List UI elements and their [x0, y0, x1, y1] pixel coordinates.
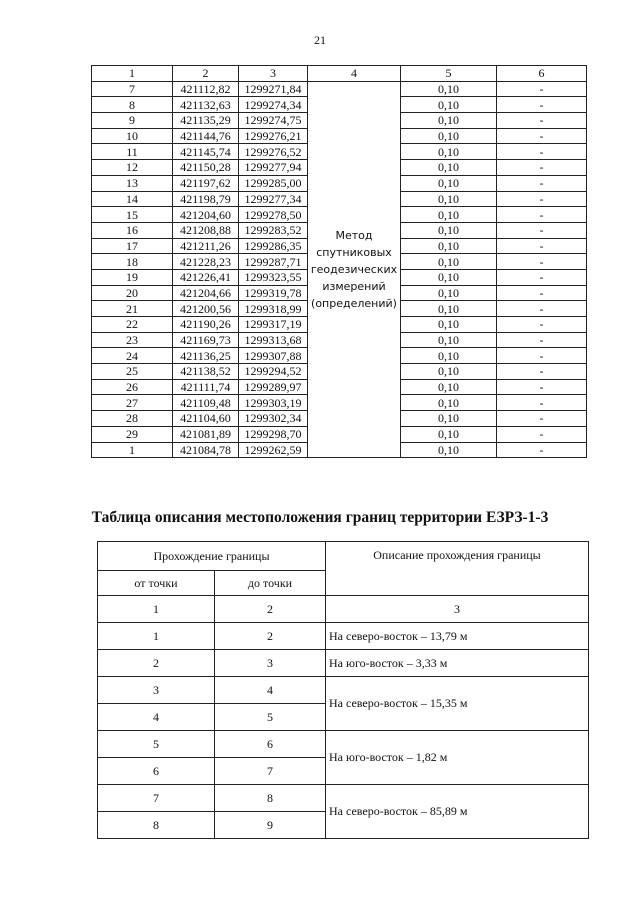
point-number-cell: 12 — [92, 160, 173, 176]
description-cell: На северо-восток – 15,35 м — [326, 677, 589, 731]
dash-cell: - — [497, 269, 587, 285]
x-coordinate-cell: 421198,79 — [173, 191, 239, 207]
to-point-cell: 4 — [215, 677, 326, 704]
x-coordinate-cell: 421190,26 — [173, 317, 239, 333]
point-number-cell: 11 — [92, 144, 173, 160]
dash-cell: - — [497, 81, 587, 97]
dash-cell: - — [497, 442, 587, 458]
point-number-cell: 27 — [92, 395, 173, 411]
boundary-description-table — [97, 541, 589, 839]
y-coordinate-cell: 1299302,34 — [239, 411, 308, 427]
accuracy-cell: 0,10 — [401, 301, 497, 317]
to-point-cell: 6 — [215, 731, 326, 758]
point-number-cell: 19 — [92, 269, 173, 285]
x-coordinate-cell: 421226,41 — [173, 269, 239, 285]
dash-cell: - — [497, 332, 587, 348]
y-coordinate-cell: 1299283,52 — [239, 222, 308, 238]
point-number-cell: 18 — [92, 254, 173, 270]
column-number-5: 5 — [401, 66, 497, 82]
boundary-numbering-row — [98, 596, 589, 623]
point-number-cell: 8 — [92, 97, 173, 113]
accuracy-cell: 0,10 — [401, 128, 497, 144]
accuracy-cell: 0,10 — [401, 426, 497, 442]
x-coordinate-cell: 421144,76 — [173, 128, 239, 144]
point-number-cell: 21 — [92, 301, 173, 317]
dash-cell: - — [497, 317, 587, 333]
column-number-4: 4 — [308, 66, 401, 82]
y-coordinate-cell: 1299319,78 — [239, 285, 308, 301]
to-point-cell: 8 — [215, 785, 326, 812]
point-number-cell: 23 — [92, 332, 173, 348]
from-point-cell: 1 — [98, 623, 215, 650]
point-number-cell: 7 — [92, 81, 173, 97]
dash-cell: - — [497, 379, 587, 395]
x-coordinate-cell: 421109,48 — [173, 395, 239, 411]
y-coordinate-cell: 1299298,70 — [239, 426, 308, 442]
y-coordinate-cell: 1299278,50 — [239, 207, 308, 223]
x-coordinate-cell: 421200,56 — [173, 301, 239, 317]
accuracy-cell: 0,10 — [401, 160, 497, 176]
dash-cell: - — [497, 426, 587, 442]
dash-cell: - — [497, 175, 587, 191]
dash-cell: - — [497, 144, 587, 160]
dash-cell: - — [497, 301, 587, 317]
x-coordinate-cell: 421138,52 — [173, 364, 239, 380]
x-coordinate-cell: 421104,60 — [173, 411, 239, 427]
accuracy-cell: 0,10 — [401, 113, 497, 129]
accuracy-cell: 0,10 — [401, 175, 497, 191]
x-coordinate-cell: 421135,29 — [173, 113, 239, 129]
dash-cell: - — [497, 285, 587, 301]
dash-cell: - — [497, 348, 587, 364]
point-number-cell: 24 — [92, 348, 173, 364]
coordinates-header-row — [92, 66, 587, 82]
x-coordinate-cell: 421145,74 — [173, 144, 239, 160]
dash-cell: - — [497, 191, 587, 207]
accuracy-cell: 0,10 — [401, 395, 497, 411]
dash-cell: - — [497, 411, 587, 427]
y-coordinate-cell: 1299313,68 — [239, 332, 308, 348]
header-from-point: от точки — [98, 571, 215, 596]
x-coordinate-cell: 421211,26 — [173, 238, 239, 254]
point-number-cell: 16 — [92, 222, 173, 238]
numbering-cell: 2 — [215, 596, 326, 623]
y-coordinate-cell: 1299323,55 — [239, 269, 308, 285]
y-coordinate-cell: 1299317,19 — [239, 317, 308, 333]
to-point-cell: 9 — [215, 812, 326, 839]
description-cell: На юго-восток – 3,33 м — [326, 650, 589, 677]
point-number-cell: 25 — [92, 364, 173, 380]
y-coordinate-cell: 1299277,34 — [239, 191, 308, 207]
y-coordinate-cell: 1299271,84 — [239, 81, 308, 97]
y-coordinate-cell: 1299294,52 — [239, 364, 308, 380]
y-coordinate-cell: 1299286,35 — [239, 238, 308, 254]
y-coordinate-cell: 1299276,52 — [239, 144, 308, 160]
boundary-row — [98, 650, 589, 677]
y-coordinate-cell: 1299277,94 — [239, 160, 308, 176]
coordinates-body — [92, 81, 587, 458]
x-coordinate-cell: 421204,60 — [173, 207, 239, 223]
boundary-header-row — [98, 542, 589, 571]
accuracy-cell: 0,10 — [401, 191, 497, 207]
dash-cell: - — [497, 97, 587, 113]
point-number-cell: 22 — [92, 317, 173, 333]
point-number-cell: 10 — [92, 128, 173, 144]
point-number-cell: 15 — [92, 207, 173, 223]
accuracy-cell: 0,10 — [401, 269, 497, 285]
dash-cell: - — [497, 254, 587, 270]
point-number-cell: 13 — [92, 175, 173, 191]
accuracy-cell: 0,10 — [401, 144, 497, 160]
from-point-cell: 4 — [98, 704, 215, 731]
column-number-6: 6 — [497, 66, 587, 82]
y-coordinate-cell: 1299287,71 — [239, 254, 308, 270]
x-coordinate-cell: 421150,28 — [173, 160, 239, 176]
accuracy-cell: 0,10 — [401, 379, 497, 395]
point-number-cell: 26 — [92, 379, 173, 395]
to-point-cell: 2 — [215, 623, 326, 650]
description-cell: На северо-восток – 85,89 м — [326, 785, 589, 839]
y-coordinate-cell: 1299274,75 — [239, 113, 308, 129]
dash-cell: - — [497, 160, 587, 176]
section-title: Таблица описания местоположения границ территории ЕЗРЗ-1-3 — [91, 509, 549, 526]
point-number-cell: 9 — [92, 113, 173, 129]
from-point-cell: 2 — [98, 650, 215, 677]
accuracy-cell: 0,10 — [401, 254, 497, 270]
dash-cell: - — [497, 395, 587, 411]
x-coordinate-cell: 421197,62 — [173, 175, 239, 191]
x-coordinate-cell: 421111,74 — [173, 379, 239, 395]
accuracy-cell: 0,10 — [401, 207, 497, 223]
from-point-cell: 6 — [98, 758, 215, 785]
accuracy-cell: 0,10 — [401, 222, 497, 238]
x-coordinate-cell: 421132,63 — [173, 97, 239, 113]
y-coordinate-cell: 1299318,99 — [239, 301, 308, 317]
column-number-3: 3 — [239, 66, 308, 82]
y-coordinate-cell: 1299262,59 — [239, 442, 308, 458]
y-coordinate-cell: 1299285,00 — [239, 175, 308, 191]
point-number-cell: 20 — [92, 285, 173, 301]
x-coordinate-cell: 421136,25 — [173, 348, 239, 364]
x-coordinate-cell: 421208,88 — [173, 222, 239, 238]
accuracy-cell: 0,10 — [401, 442, 497, 458]
column-number-2: 2 — [173, 66, 239, 82]
point-number-cell: 1 — [92, 442, 173, 458]
dash-cell: - — [497, 222, 587, 238]
x-coordinate-cell: 421081,89 — [173, 426, 239, 442]
boundary-row — [98, 623, 589, 650]
accuracy-cell: 0,10 — [401, 332, 497, 348]
accuracy-cell: 0,10 — [401, 97, 497, 113]
y-coordinate-cell: 1299276,21 — [239, 128, 308, 144]
y-coordinate-cell: 1299289,97 — [239, 379, 308, 395]
header-passage: Прохождение границы — [98, 542, 326, 571]
coordinate-row — [92, 81, 587, 97]
x-coordinate-cell: 421204,66 — [173, 285, 239, 301]
dash-cell: - — [497, 113, 587, 129]
y-coordinate-cell: 1299307,88 — [239, 348, 308, 364]
accuracy-cell: 0,10 — [401, 411, 497, 427]
point-number-cell: 14 — [92, 191, 173, 207]
header-to-point: до точки — [215, 571, 326, 596]
x-coordinate-cell: 421169,73 — [173, 332, 239, 348]
accuracy-cell: 0,10 — [401, 238, 497, 254]
boundary-row — [98, 731, 589, 758]
accuracy-cell: 0,10 — [401, 348, 497, 364]
accuracy-cell: 0,10 — [401, 364, 497, 380]
x-coordinate-cell: 421084,78 — [173, 442, 239, 458]
accuracy-cell: 0,10 — [401, 81, 497, 97]
x-coordinate-cell: 421228,23 — [173, 254, 239, 270]
description-cell: На юго-восток – 1,82 м — [326, 731, 589, 785]
description-cell: На северо-восток – 13,79 м — [326, 623, 589, 650]
from-point-cell: 5 — [98, 731, 215, 758]
point-number-cell: 28 — [92, 411, 173, 427]
page-number: 21 — [314, 33, 326, 47]
numbering-cell: 1 — [98, 596, 215, 623]
boundary-row — [98, 785, 589, 812]
boundary-body — [98, 542, 589, 839]
dash-cell: - — [497, 364, 587, 380]
coordinates-table — [91, 65, 587, 458]
y-coordinate-cell: 1299303,19 — [239, 395, 308, 411]
dash-cell: - — [497, 207, 587, 223]
from-point-cell: 8 — [98, 812, 215, 839]
x-coordinate-cell: 421112,82 — [173, 81, 239, 97]
point-number-cell: 29 — [92, 426, 173, 442]
from-point-cell: 3 — [98, 677, 215, 704]
boundary-row — [98, 677, 589, 704]
from-point-cell: 7 — [98, 785, 215, 812]
y-coordinate-cell: 1299274,34 — [239, 97, 308, 113]
header-description: Описание прохождения границы — [326, 542, 589, 596]
to-point-cell: 5 — [215, 704, 326, 731]
method-cell: Метод спутниковых геодезических измерений (определений) — [308, 81, 401, 458]
numbering-cell: 3 — [326, 596, 589, 623]
accuracy-cell: 0,10 — [401, 317, 497, 333]
point-number-cell: 17 — [92, 238, 173, 254]
dash-cell: - — [497, 128, 587, 144]
accuracy-cell: 0,10 — [401, 285, 497, 301]
column-number-1: 1 — [92, 66, 173, 82]
dash-cell: - — [497, 238, 587, 254]
to-point-cell: 3 — [215, 650, 326, 677]
to-point-cell: 7 — [215, 758, 326, 785]
